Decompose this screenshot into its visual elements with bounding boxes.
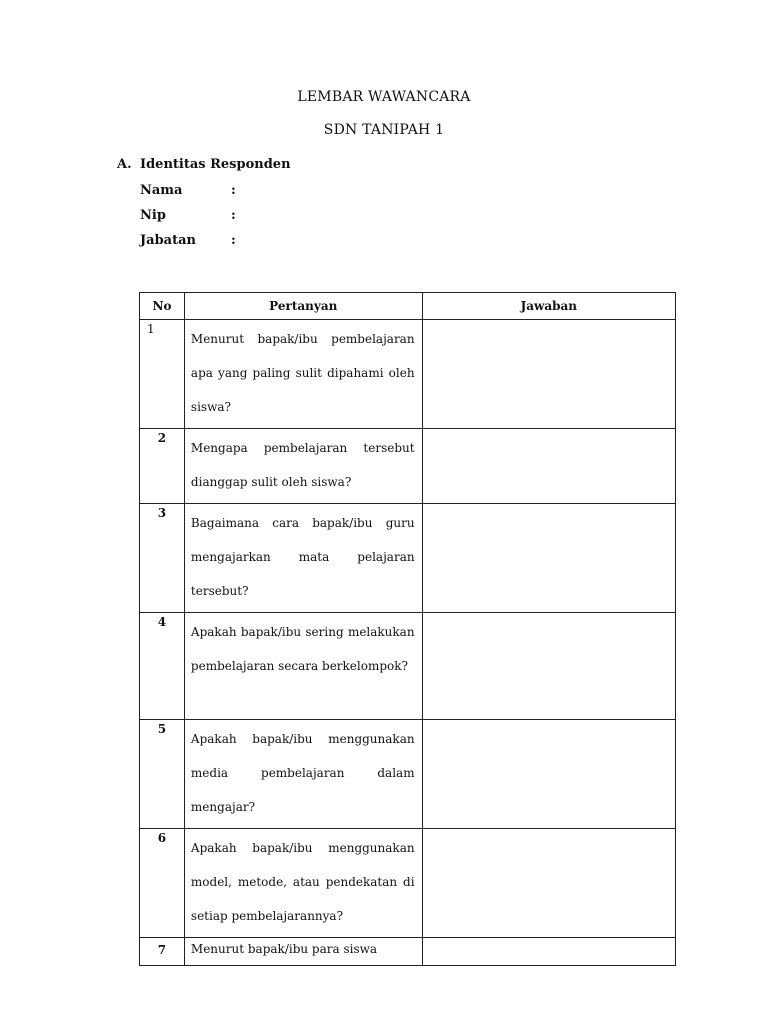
field-label-nama: Nama bbox=[140, 183, 183, 198]
document-title: LEMBAR WAWANCARA bbox=[297, 89, 471, 105]
row-number: 1 bbox=[140, 320, 185, 429]
row-answer-cell[interactable] bbox=[422, 720, 675, 829]
table-row bbox=[140, 720, 676, 829]
row-question: Menurut bapak/ibu pembelajaran apa yang paling sulit dipahami oleh siswa? bbox=[184, 320, 422, 429]
field-nama bbox=[140, 183, 236, 198]
field-label-jabatan: Jabatan bbox=[140, 233, 196, 248]
row-question: Apakah bapak/ibu menggunakan model, metode, atau pendekatan di setiap pembelajarannya? bbox=[184, 829, 422, 938]
field-separator: : bbox=[231, 183, 236, 198]
row-number: 6 bbox=[140, 829, 185, 938]
row-answer-cell[interactable] bbox=[422, 320, 675, 429]
header-pertanyan: Pertanyan bbox=[184, 293, 422, 320]
row-question: Apakah bapak/ibu menggunakan media pembelajaran dalam mengajar? bbox=[184, 720, 422, 829]
row-number: 4 bbox=[140, 613, 185, 720]
table-row bbox=[140, 429, 676, 504]
field-nip bbox=[140, 208, 236, 223]
section-heading: Identitas Responden bbox=[140, 157, 291, 172]
row-answer-cell[interactable] bbox=[422, 504, 675, 613]
section-identitas-responden bbox=[117, 157, 291, 172]
row-answer-cell[interactable] bbox=[422, 613, 675, 720]
row-question: Menurut bapak/ibu para siswa bbox=[184, 938, 422, 966]
table-row bbox=[140, 320, 676, 429]
row-number: 3 bbox=[140, 504, 185, 613]
row-question: Bagaimana cara bapak/ibu guru mengajarkan mata pelajaran tersebut? bbox=[184, 504, 422, 613]
row-number: 2 bbox=[140, 429, 185, 504]
header-jawaban: Jawaban bbox=[422, 293, 675, 320]
row-number: 7 bbox=[140, 938, 185, 966]
table-row bbox=[140, 613, 676, 720]
section-marker: A. bbox=[117, 157, 132, 172]
row-question: Apakah bapak/ibu sering melakukan pembelajaran secara berkelompok? bbox=[184, 613, 422, 720]
row-answer-cell[interactable] bbox=[422, 429, 675, 504]
row-number: 5 bbox=[140, 720, 185, 829]
document-subtitle: SDN TANIPAH 1 bbox=[323, 122, 445, 138]
table-row bbox=[140, 938, 676, 966]
row-answer-cell[interactable] bbox=[422, 829, 675, 938]
field-separator: : bbox=[231, 208, 236, 223]
field-label-nip: Nip bbox=[140, 208, 166, 223]
row-question: Mengapa pembelajaran tersebut dianggap sulit oleh siswa? bbox=[184, 429, 422, 504]
table-header-row bbox=[140, 293, 676, 320]
row-answer-cell[interactable] bbox=[422, 938, 675, 966]
field-jabatan bbox=[140, 233, 236, 248]
field-separator: : bbox=[231, 233, 236, 248]
interview-table bbox=[139, 292, 676, 966]
table-row bbox=[140, 829, 676, 938]
table-row bbox=[140, 504, 676, 613]
header-no: No bbox=[140, 293, 185, 320]
